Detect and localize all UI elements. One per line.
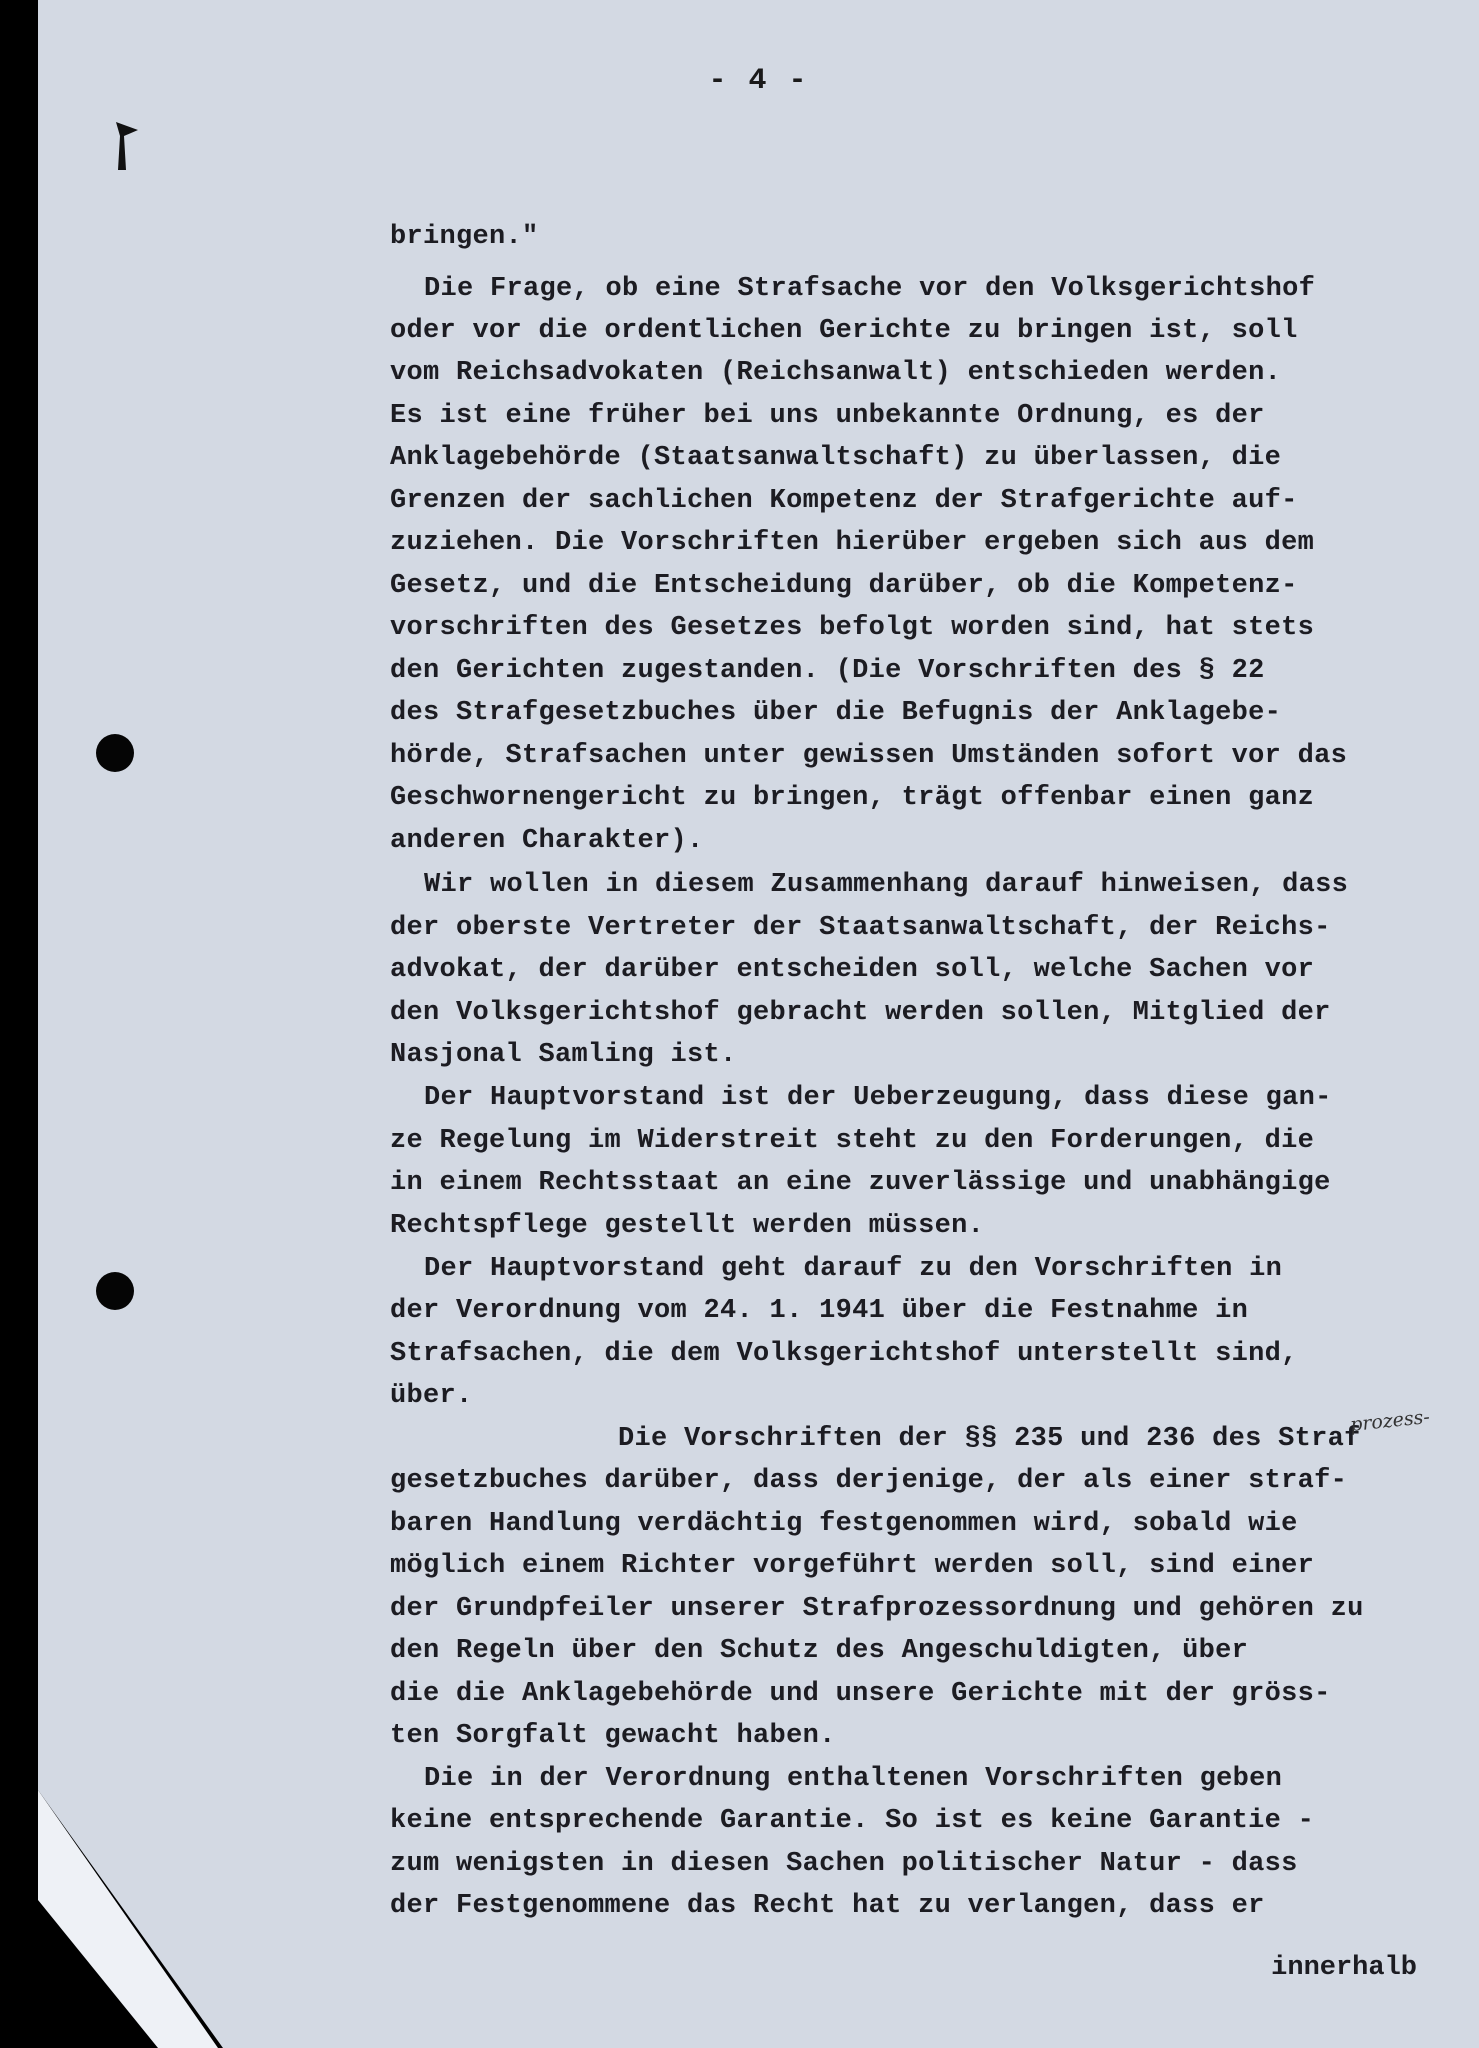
text-line: der oberste Vertreter der Staatsanwaltschaft, der Reichs- bbox=[390, 913, 1331, 943]
text-line: zum wenigsten in diesen Sachen politischer Natur - dass bbox=[390, 1849, 1298, 1879]
punch-hole-bottom bbox=[96, 1272, 134, 1310]
text-line: den Gerichten zugestanden. (Die Vorschriften des § 22 bbox=[390, 656, 1265, 686]
text-line: Die Vorschriften der §§ 235 und 236 des Straf bbox=[618, 1424, 1361, 1454]
text-line: Grenzen der sachlichen Kompetenz der Strafgerichte auf- bbox=[390, 486, 1298, 516]
text-line: Der Hauptvorstand geht darauf zu den Vorschriften in bbox=[424, 1254, 1283, 1284]
text-line: Die in der Verordnung enthaltenen Vorschriften geben bbox=[424, 1764, 1283, 1794]
text-line: der Verordnung vom 24. 1. 1941 über die Festnahme in bbox=[390, 1296, 1249, 1326]
text-line: Anklagebehörde (Staatsanwaltschaft) zu überlassen, die bbox=[390, 443, 1282, 473]
text-line: Der Hauptvorstand ist der Ueberzeugung, dass diese gan- bbox=[424, 1083, 1332, 1113]
text-line: advokat, der darüber entscheiden soll, welche Sachen vor bbox=[390, 955, 1315, 985]
text-line: Geschwornengericht zu bringen, trägt offenbar einen ganz bbox=[390, 783, 1315, 813]
clip-mark-icon bbox=[116, 122, 138, 170]
text-line: anderen Charakter). bbox=[390, 826, 704, 856]
handwritten-note: prozess- bbox=[1349, 1405, 1431, 1437]
text-line: vom Reichsadvokaten (Reichsanwalt) entschieden werden. bbox=[390, 358, 1282, 388]
text-line: ze Regelung im Widerstreit steht zu den Forderungen, die bbox=[390, 1126, 1315, 1156]
text-line: gesetzbuches darüber, dass derjenige, der als einer straf- bbox=[390, 1466, 1348, 1496]
text-line: der Festgenommene das Recht hat zu verlangen, dass er bbox=[390, 1891, 1265, 1921]
text-line: bringen." bbox=[390, 222, 539, 252]
text-line: die die Anklagebehörde und unsere Gerichte mit der gröss- bbox=[390, 1679, 1331, 1709]
paper-sheet bbox=[38, 0, 1479, 2048]
text-line: der Grundpfeiler unserer Strafprozessordnung und gehören zu bbox=[390, 1594, 1364, 1624]
text-line: den Regeln über den Schutz des Angeschuldigten, über bbox=[390, 1636, 1249, 1666]
catchword: innerhalb bbox=[1271, 1953, 1417, 1983]
text-line: über. bbox=[390, 1381, 473, 1411]
text-line: baren Handlung verdächtig festgenommen wird, sobald wie bbox=[390, 1509, 1298, 1539]
text-line: möglich einem Richter vorgeführt werden soll, sind einer bbox=[390, 1551, 1315, 1581]
text-line: Gesetz, und die Entscheidung darüber, ob die Kompetenz- bbox=[390, 571, 1298, 601]
text-line: zuziehen. Die Vorschriften hierüber ergeben sich aus dem bbox=[390, 528, 1315, 558]
text-line: hörde, Strafsachen unter gewissen Umständen sofort vor das bbox=[390, 741, 1348, 771]
punch-hole-top bbox=[96, 734, 134, 772]
text-line: Die Frage, ob eine Strafsache vor den Volksgerichtshof bbox=[424, 274, 1316, 304]
text-line: Es ist eine früher bei uns unbekannte Ordnung, es der bbox=[390, 401, 1265, 431]
text-line: des Strafgesetzbuches über die Befugnis der Anklagebe- bbox=[390, 698, 1282, 728]
text-line: in einem Rechtsstaat an eine zuverlässige und unabhängige bbox=[390, 1168, 1331, 1198]
text-line: oder vor die ordentlichen Gerichte zu bringen ist, soll bbox=[390, 316, 1298, 346]
text-line: Strafsachen, die dem Volksgerichtshof unterstellt sind, bbox=[390, 1339, 1298, 1369]
text-line: ten Sorgfalt gewacht haben. bbox=[390, 1721, 836, 1751]
text-line: den Volksgerichtshof gebracht werden sollen, Mitglied der bbox=[390, 998, 1331, 1028]
text-line: keine entsprechende Garantie. So ist es keine Garantie - bbox=[390, 1806, 1315, 1836]
text-line: vorschriften des Gesetzes befolgt worden sind, hat stets bbox=[390, 613, 1315, 643]
text-line: Nasjonal Samling ist. bbox=[390, 1040, 737, 1070]
page-number: - 4 - bbox=[708, 64, 809, 98]
text-line: Rechtspflege gestellt werden müssen. bbox=[390, 1211, 985, 1241]
text-line: Wir wollen in diesem Zusammenhang darauf hinweisen, dass bbox=[424, 870, 1349, 900]
